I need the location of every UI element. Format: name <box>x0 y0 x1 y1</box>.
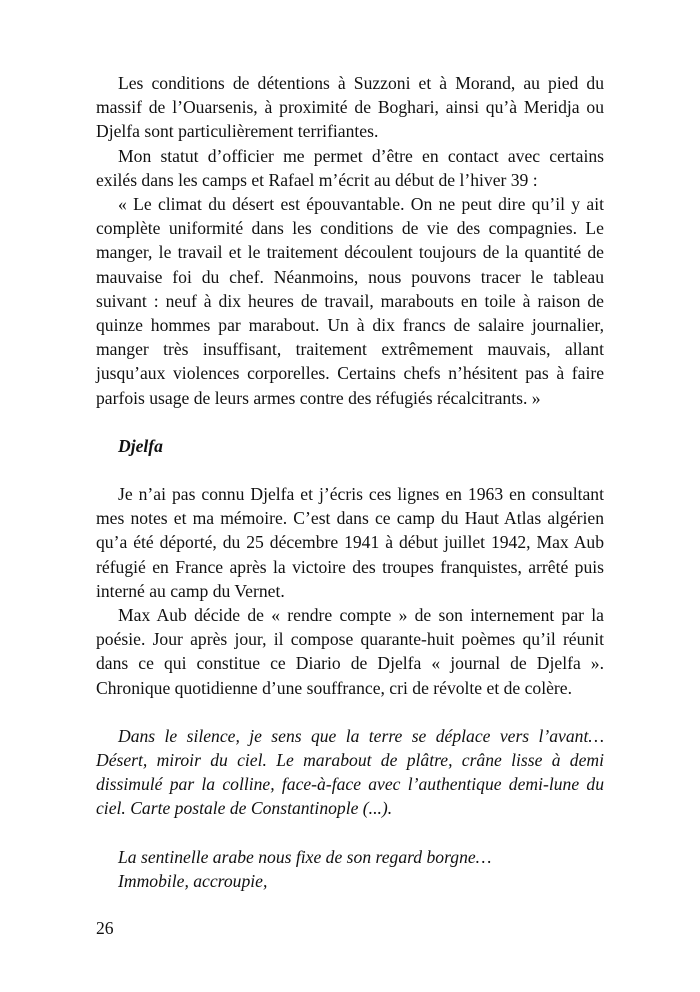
paragraph-officer-status: Mon statut d’officier me permet d’être en contact avec certains exilés dans les camps et Rafael m’écrit au début de l’hiver 39 : <box>96 145 604 190</box>
page-number: 26 <box>96 918 114 938</box>
section-heading-djelfa: Djelfa <box>118 435 163 456</box>
poem-stanza: Dans le silence, je sens que la terre se déplace vers l’avant… Désert, miroir du ciel. Le marabout de plâtre, crâne lisse à demi dissimulé par la colline, face-à-face avec l’authentique demi-lune du ciel. Carte postale de Constantinople (...). <box>96 725 604 819</box>
poem-line: Immobile, accroupie, <box>118 870 268 891</box>
paragraph-djelfa-intro: Je n’ai pas connu Djelfa et j’écris ces lignes en 1963 en consultant mes notes et ma mémoire. C’est dans ce camp du Haut Atlas algérien qu’a été déporté, du 25 décembre 1941 à début juillet 1942, Max Aub réfugié en France après la victoire des troupes franquistes, arrêté puis interné au camp du Vernet. <box>96 484 604 601</box>
paragraph-detention-conditions: Les conditions de détentions à Suzzoni et à Morand, au pied du massif de l’Ouarsenis, à proximité de Boghari, ainsi qu’à Meridja ou Djelfa sont particulièrement terrifiantes. <box>96 73 604 142</box>
paragraph-max-aub: Max Aub décide de « rendre compte » de son internement par la poésie. Jour après jour, il compose quarante-huit poèmes qu’il réunit dans ce qui constitue ce Diario de Djelfa « journal de Djelfa ». Chronique quotidienne d’une souffrance, cri de révolte et de colère. <box>96 605 604 698</box>
spacer <box>96 700 604 724</box>
page-body <box>96 71 604 893</box>
paragraph-rafael-letter: « Le climat du désert est épouvantable. On ne peut dire qu’il y ait complète uniformité dans les conditions de vie des compagnies. Le manger, le travail et le traitement découlent toujours de la quantité de mauvaise foi du chef. Néanmoins, nous pouvons tracer le tableau suivant : neuf à dix heures de travail, marabouts en toile à raison de quinze hommes par marabout. Un à dix francs de salaire journalier, manger très insuffisant, traitement extrêmement mauvais, allant jusqu’aux violences corporelles. Certains chefs n’hésitent pas à faire parfois usage de leurs armes contre des réfugiés récalcitrants. » <box>96 194 604 408</box>
spacer <box>96 821 604 845</box>
poem-line: La sentinelle arabe nous fixe de son regard borgne… <box>118 846 492 867</box>
